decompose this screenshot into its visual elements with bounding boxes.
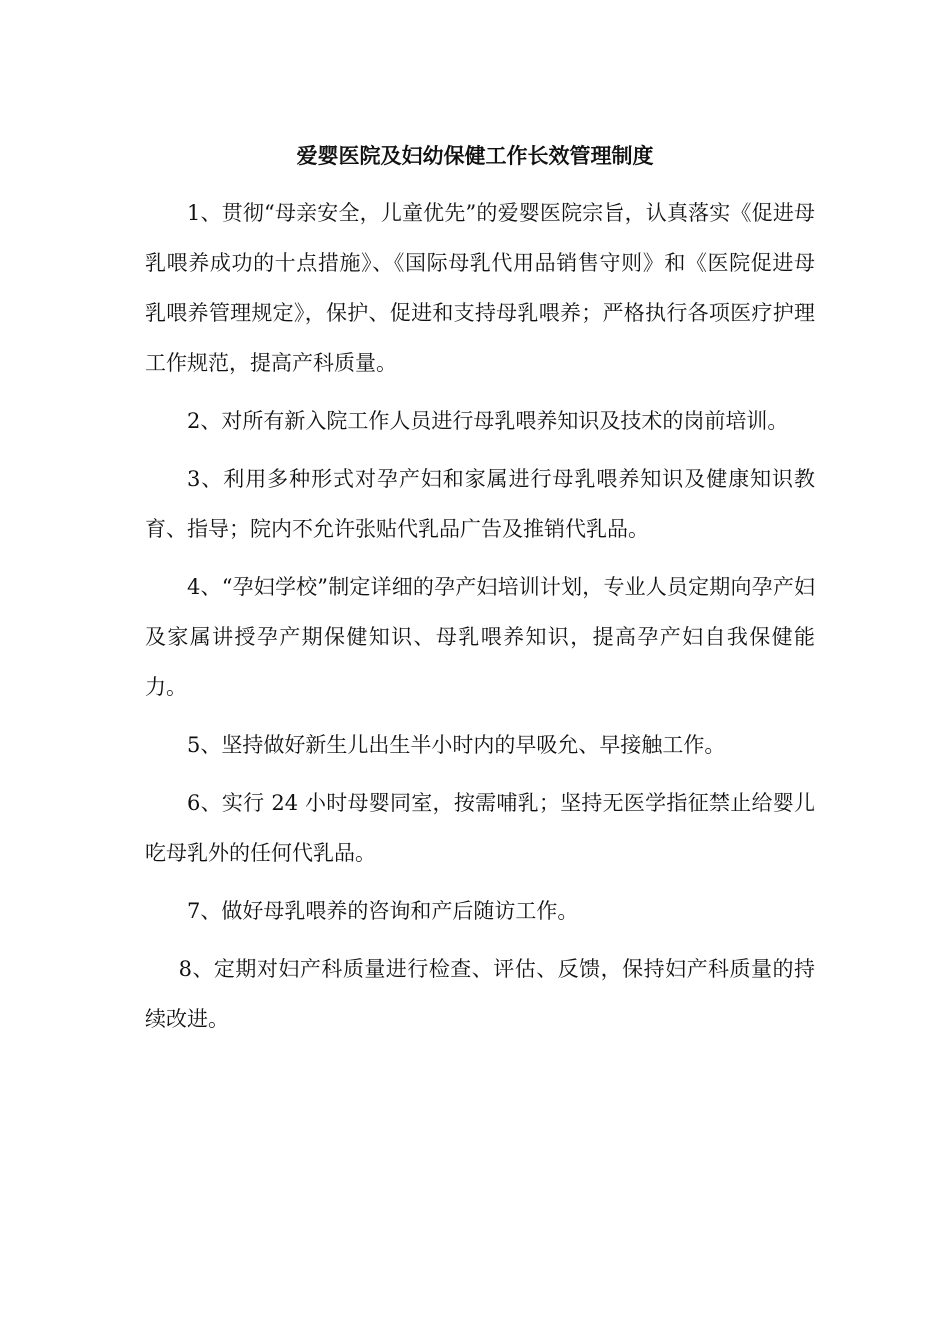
paragraph-7: 7、做好母乳喂养的咨询和产后随访工作。 — [187, 899, 579, 923]
document-body — [145, 188, 815, 1052]
paragraph-3: 3、利用多种形式对孕产妇和家属进行母乳喂养知识及健康知识教育、指导；院内不允许张贴代乳品广告及推销代乳品。 — [145, 467, 815, 541]
paragraph-2: 2、对所有新入院工作人员进行母乳喂养知识及技术的岗前培训。 — [187, 409, 789, 433]
paragraph-4: 4、“孕妇学校”制定详细的孕产妇培训计划，专业人员定期向孕产妇及家属讲授孕产期保健知识、母乳喂养知识，提高孕产妇自我保健能力。 — [145, 575, 815, 699]
paragraph-5: 5、坚持做好新生儿出生半小时内的早吸允、早接触工作。 — [187, 733, 726, 757]
paragraph-8: 8、定期对妇产科质量进行检查、评估、反馈，保持妇产科质量的持续改进。 — [145, 957, 815, 1031]
paragraph-6: 6、实行 24 小时母婴同室，按需哺乳；坚持无医学指征禁止给婴儿吃母乳外的任何代乳品。 — [145, 791, 815, 865]
document-title: 爱婴医院及妇幼保健工作长效管理制度 — [296, 144, 654, 168]
paragraph-1: 1、贯彻“母亲安全，儿童优先”的爱婴医院宗旨，认真落实《促进母乳喂养成功的十点措施》、《国际母乳代用品销售守则》和《医院促进母乳喂养管理规定》，保护、促进和支持母乳喂养；严格执行各项医疗护理工作规范，提高产科质量。 — [145, 201, 815, 375]
